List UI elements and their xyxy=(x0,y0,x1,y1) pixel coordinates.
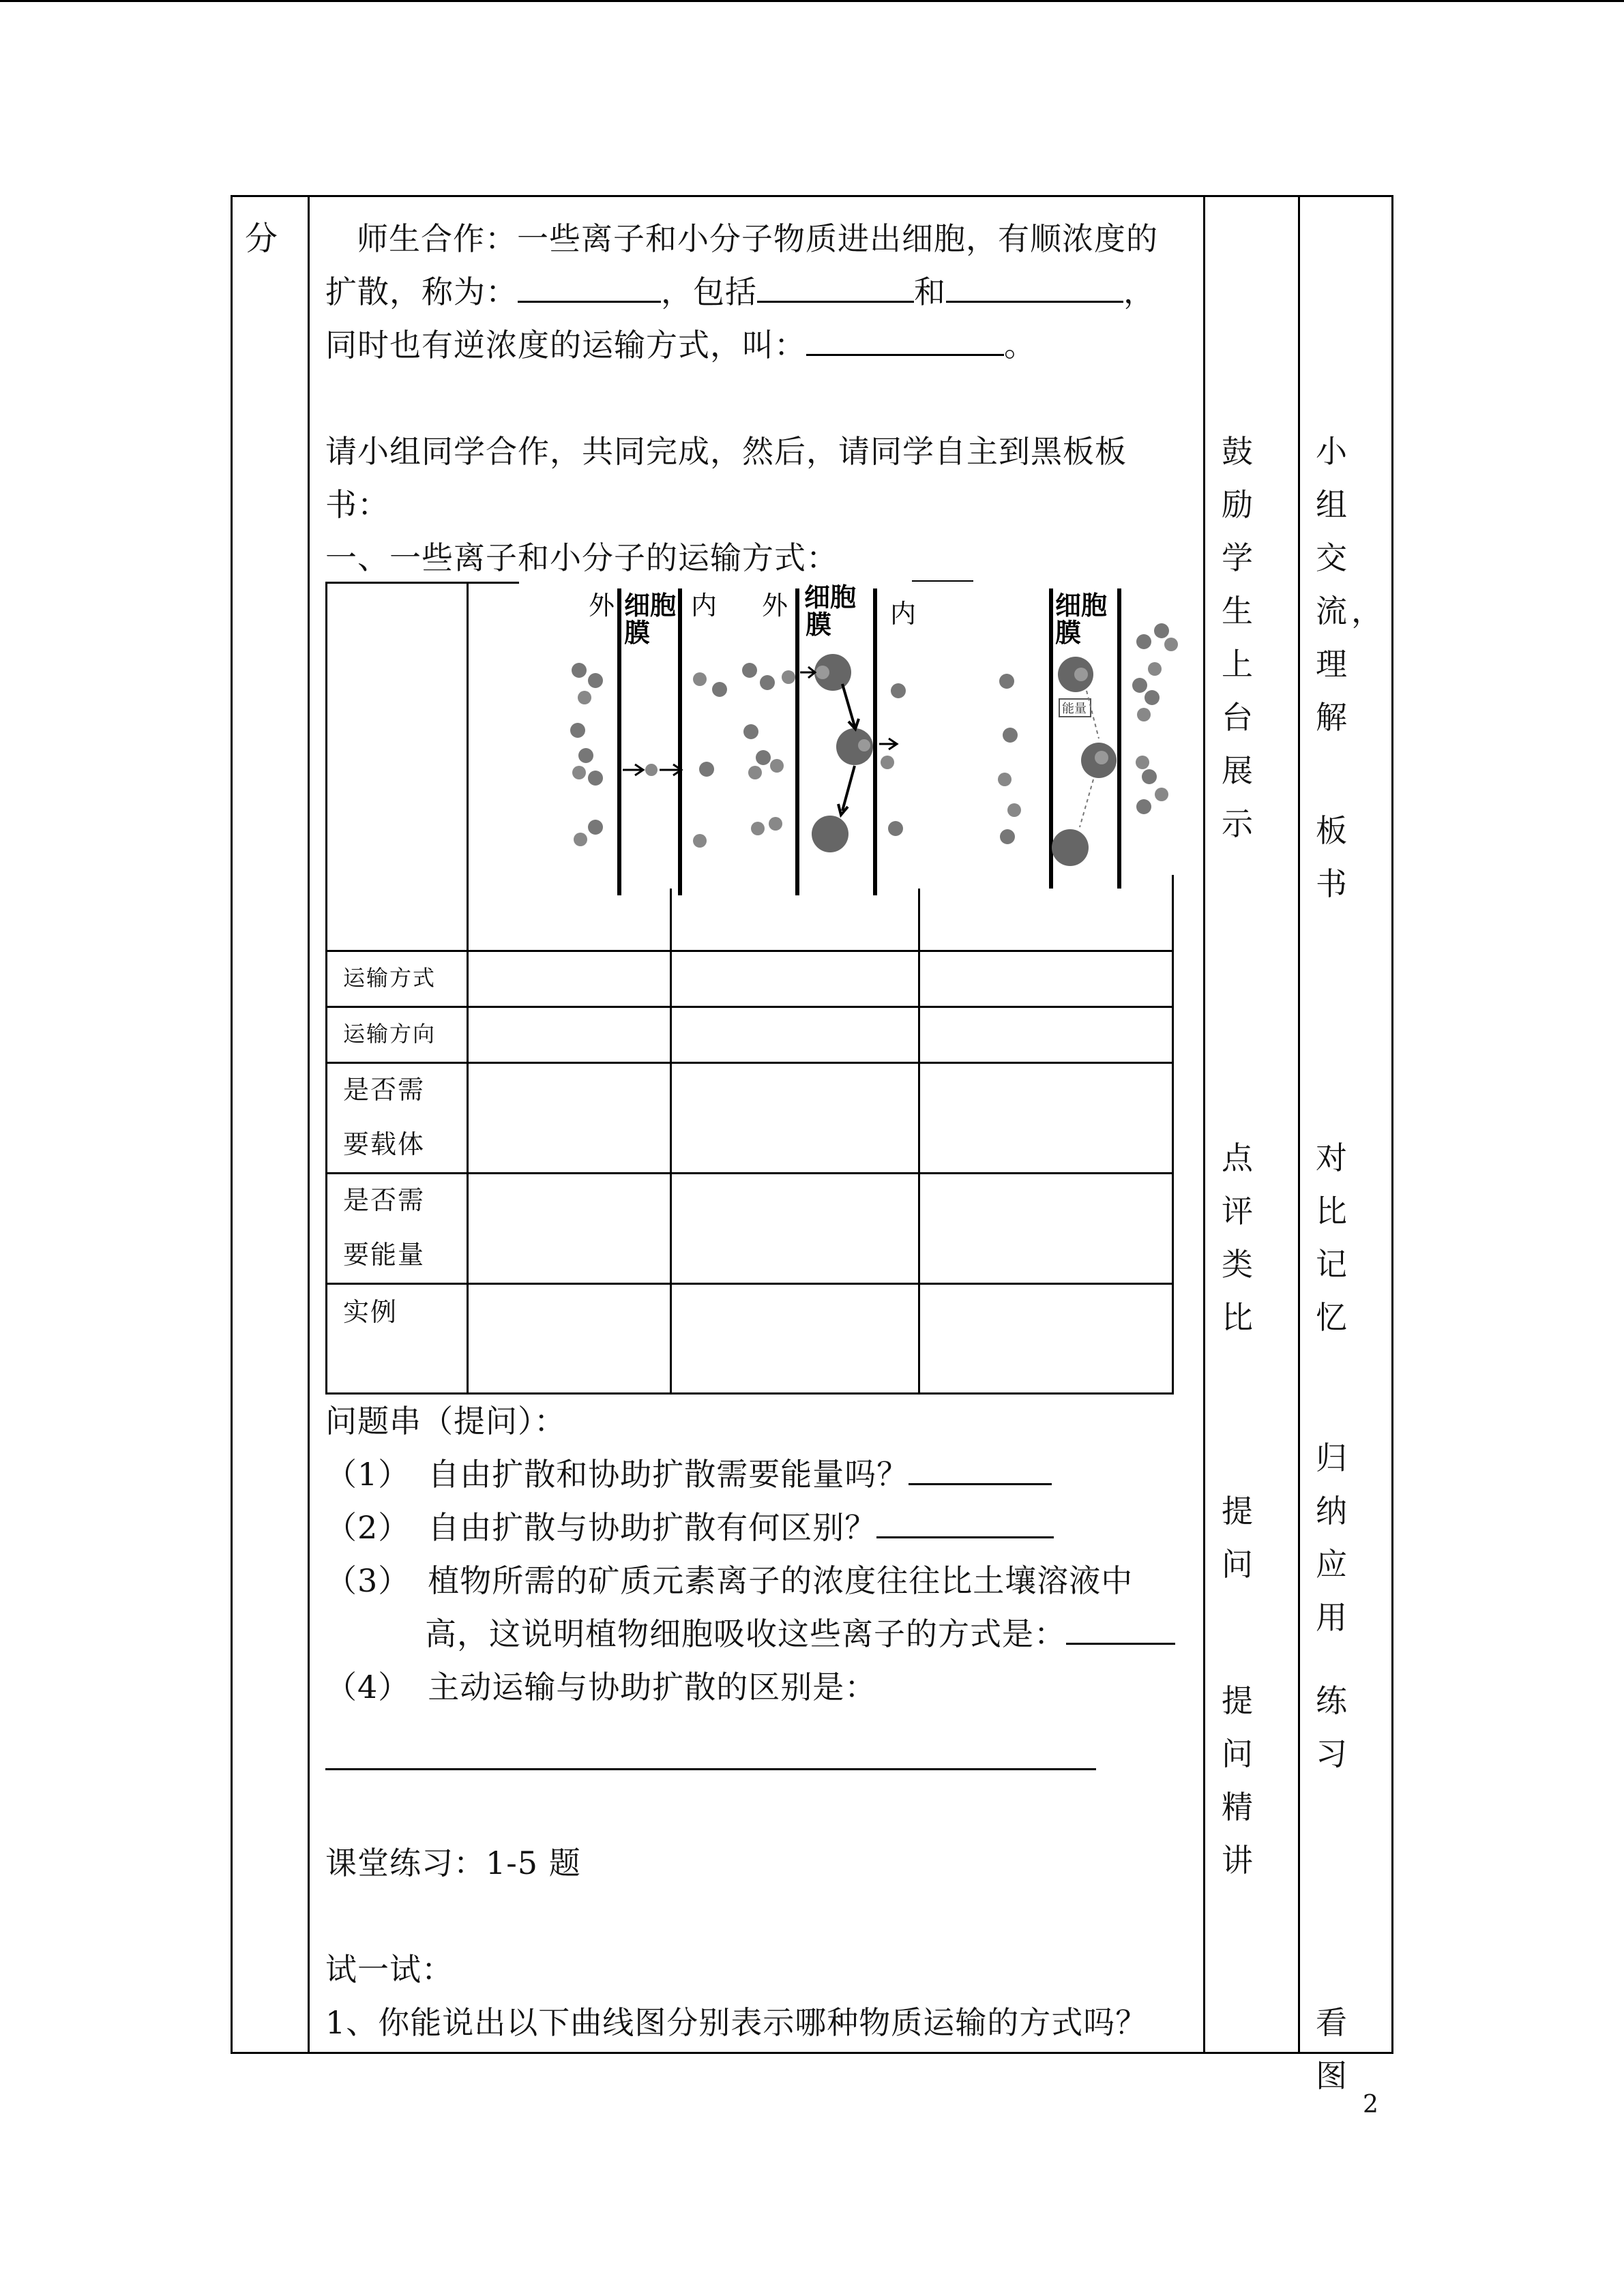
molecule xyxy=(1136,634,1151,649)
molecule xyxy=(998,773,1012,786)
task-line-1: 请小组同学合作，共同完成，然后，请同学自主到黑板板 xyxy=(325,433,1127,470)
molecule xyxy=(751,822,765,835)
row-label-example: 实例 xyxy=(343,1297,398,1327)
molecule xyxy=(572,663,587,678)
label-membrane-1a: 细胞 xyxy=(624,592,677,621)
label-membrane-2a: 细胞 xyxy=(804,584,857,612)
page-number: 2 xyxy=(1363,2091,1378,2119)
row-label-transport-direction: 运输方向 xyxy=(343,1021,437,1047)
question-4-answer-line xyxy=(325,1768,1096,1770)
molecule xyxy=(712,682,727,697)
molecule xyxy=(1136,799,1151,814)
try-it-question-1: 1、你能说出以下曲线图分别表示哪种物质运输的方式吗？ xyxy=(325,2004,1148,2041)
teacher-activity-3: 提问 xyxy=(1222,1493,1257,1583)
molecule xyxy=(572,766,586,779)
student-activity-3: 对比记忆 xyxy=(1316,1139,1351,1336)
molecule xyxy=(699,762,714,777)
intro-line-1: 师生合作：一些离子和小分子物质进出细胞，有顺浓度的 xyxy=(357,220,1158,257)
molecule xyxy=(1155,788,1168,801)
molecule xyxy=(742,663,757,678)
question-4: （4） 主动运输与协助扩散的区别是： xyxy=(325,1669,877,1705)
carrier-protein xyxy=(1052,829,1089,866)
molecule xyxy=(693,672,707,686)
molecule xyxy=(816,666,829,679)
molecule xyxy=(1000,829,1015,844)
question-3-cont: 高，这说明植物细胞吸收这些离子的方式是： xyxy=(425,1607,1175,1660)
student-activity-4: 归纳应用 xyxy=(1316,1440,1351,1636)
molecule xyxy=(1132,678,1147,693)
label-membrane-1b: 膜 xyxy=(624,619,651,648)
row-label-energy-2: 要能量 xyxy=(343,1240,426,1270)
molecule xyxy=(770,759,784,773)
row-label-energy-1: 是否需 xyxy=(343,1185,426,1215)
row-label-transport-mode: 运输方式 xyxy=(343,965,437,991)
molecule xyxy=(858,739,870,751)
molecule xyxy=(1095,751,1108,764)
molecule xyxy=(588,820,603,835)
col-divider-2 xyxy=(1203,197,1205,2052)
question-1: （1） 自由扩散和协助扩散需要能量吗？ xyxy=(325,1448,1052,1501)
molecule xyxy=(578,748,593,763)
label-membrane-3b: 膜 xyxy=(1055,619,1082,648)
molecule xyxy=(578,691,591,704)
intro-line-3: 同时也有逆浓度的运输方式，叫： 。 xyxy=(325,318,1036,372)
label-membrane-3a: 细胞 xyxy=(1055,592,1108,621)
molecule xyxy=(769,817,782,831)
top-border xyxy=(0,0,1624,2)
intro-line-2: 扩散，称为： ，包括 和 ， xyxy=(325,265,1155,318)
label-inside-1: 内 xyxy=(691,592,718,621)
molecule xyxy=(1148,662,1162,676)
molecule xyxy=(588,673,603,688)
row-label-carrier-2: 要载体 xyxy=(343,1129,426,1159)
molecule xyxy=(588,771,603,786)
try-it-heading: 试一试： xyxy=(325,1951,454,1988)
molecule xyxy=(1164,638,1178,651)
molecule xyxy=(756,750,771,765)
energy-label: 能量 xyxy=(1062,702,1087,715)
molecule xyxy=(881,756,894,769)
molecule xyxy=(888,821,903,836)
molecule xyxy=(760,675,775,690)
molecule xyxy=(1137,708,1151,721)
carrier-protein xyxy=(812,816,848,852)
molecule xyxy=(570,723,585,738)
section-marker: 分 xyxy=(245,220,279,258)
classroom-practice: 课堂练习：1-5 题 xyxy=(325,1845,581,1881)
col-divider-1 xyxy=(308,197,310,2052)
molecule xyxy=(1007,803,1021,817)
molecule xyxy=(782,670,795,684)
teacher-activity-4: 提问精讲 xyxy=(1222,1682,1257,1879)
molecule xyxy=(891,683,906,698)
molecule xyxy=(748,766,762,779)
molecule xyxy=(1145,690,1160,705)
question-2: （2） 自由扩散与协助扩散有何区别？ xyxy=(325,1501,1054,1554)
student-activity-1: 小组交流，理解 xyxy=(1316,433,1387,736)
col-divider-3 xyxy=(1298,197,1300,2052)
molecule-crossing xyxy=(645,764,658,776)
questions-heading: 问题串（提问）： xyxy=(325,1403,566,1440)
label-outside-2: 外 xyxy=(762,592,788,621)
label-membrane-2b: 膜 xyxy=(806,611,832,640)
label-outside-1: 外 xyxy=(589,592,615,621)
molecule xyxy=(1154,623,1169,638)
molecule xyxy=(1074,668,1088,681)
lesson-table xyxy=(231,195,1393,2094)
student-activity-2: 板书 xyxy=(1316,812,1351,902)
teacher-activity-2: 点评类比 xyxy=(1222,1139,1257,1336)
student-activity-5: 练习 xyxy=(1316,1682,1351,1772)
molecule xyxy=(574,833,587,846)
label-inside-2: 内 xyxy=(890,600,917,629)
task-line-2: 书： xyxy=(325,486,389,523)
teacher-activity-1: 鼓励学生上台展示 xyxy=(1222,433,1257,842)
molecule xyxy=(1003,728,1018,743)
row-label-carrier-1: 是否需 xyxy=(343,1075,426,1105)
molecule xyxy=(999,674,1014,689)
molecule xyxy=(1136,756,1149,769)
molecule xyxy=(1142,769,1157,784)
molecule xyxy=(743,724,758,739)
student-activity-6: 看图 xyxy=(1316,2004,1351,2094)
transport-heading: 一、一些离子和小分子的运输方式： xyxy=(325,539,838,576)
molecule xyxy=(693,834,707,848)
question-3: （3） 植物所需的矿质元素离子的浓度往往比土壤溶液中 xyxy=(325,1562,1134,1599)
